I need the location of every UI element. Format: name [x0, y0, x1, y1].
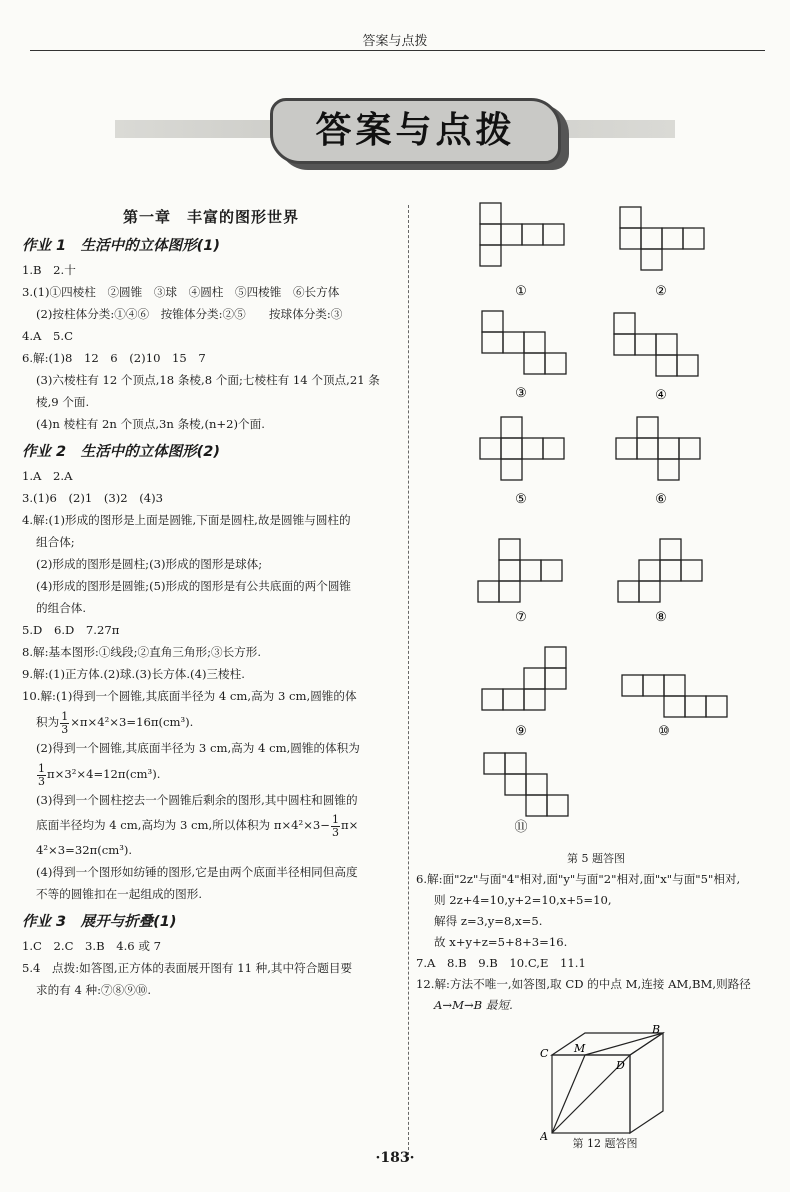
cube-net-8	[618, 539, 702, 625]
answer-line: 7.A 8.B 9.B 10.C,E 11.1	[416, 956, 586, 970]
answer-line: (2)得到一个圆锥,其底面半径为 3 cm,高为 4 cm,圆锥的体积为	[36, 741, 360, 755]
net-square	[484, 753, 505, 774]
net-square	[637, 417, 658, 438]
answer-line: 不等的圆锥扣在一起组成的图形.	[36, 887, 202, 901]
answer-line	[22, 811, 400, 839]
net-square	[480, 203, 501, 224]
net-square	[622, 675, 643, 696]
text-fragment: π×3²×4=12π(cm³).	[47, 767, 161, 781]
page-number: ·183·	[375, 1150, 415, 1166]
net-square	[637, 438, 658, 459]
fraction-numerator: 1	[332, 812, 339, 826]
net-square	[499, 539, 520, 560]
cube-net-1	[480, 203, 564, 299]
net-square	[683, 228, 704, 249]
net-square	[480, 224, 501, 245]
net-square	[620, 228, 641, 249]
net-square	[545, 647, 566, 668]
text-fragment: ×π×4²×3=16π(cm³).	[70, 715, 194, 729]
answer-line: 8.解:基本图形:①线段;②直角三角形;③长方形.	[22, 645, 262, 659]
net-square	[618, 581, 639, 602]
net-square	[656, 355, 677, 376]
cube-nets-figure	[416, 195, 776, 855]
left-column	[22, 205, 400, 1001]
answer-line: A→M→B 最短.	[434, 998, 513, 1012]
answer-line: (3)六棱柱有 12 个顶点,18 条棱,8 个面;七棱柱有 14 个顶点,21 条	[36, 373, 380, 387]
fraction-numerator: 1	[38, 761, 45, 775]
answer-line: 1.C 2.C 3.B 4.6 或 7	[22, 939, 162, 953]
cube-net-5	[480, 417, 564, 507]
net-label: ⑧	[655, 610, 667, 625]
net-square	[503, 689, 524, 710]
answer-line	[22, 707, 400, 737]
cube-svg	[540, 1025, 670, 1145]
net-square	[664, 675, 685, 696]
cube-label-c: C	[540, 1047, 549, 1060]
net-square	[656, 334, 677, 355]
answer-line: 组合体;	[36, 535, 75, 549]
fraction-numerator: 1	[61, 709, 69, 723]
column-divider	[408, 205, 409, 1160]
net-square	[664, 696, 685, 717]
net-square	[545, 668, 566, 689]
net-label: ②	[655, 284, 667, 299]
net-square	[543, 224, 564, 245]
net-square	[524, 332, 545, 353]
cube-net-9	[482, 647, 566, 739]
net-square	[639, 581, 660, 602]
fraction	[60, 711, 69, 736]
fraction-denominator: 3	[61, 722, 69, 736]
cube-net-4	[614, 313, 698, 403]
net-square	[501, 224, 522, 245]
net-square	[543, 438, 564, 459]
answer-line: (2)按柱体分类:①④⑥ 按锥体分类:②⑤ 按球体分类:③	[36, 307, 343, 321]
cube-diagram	[540, 1025, 670, 1150]
net-square	[643, 675, 664, 696]
net-square	[616, 438, 637, 459]
fig5-caption: 第 5 题答图	[567, 852, 625, 865]
banner-title: 答案与点拨	[315, 110, 516, 151]
net-square	[681, 560, 702, 581]
answer-line: (3)得到一个圆柱挖去一个圆锥后剩余的图形,其中圆柱和圆锥的	[36, 793, 358, 807]
net-label: ⑪	[514, 820, 528, 835]
net-label: ④	[655, 388, 667, 403]
text-fragment: π×	[341, 818, 359, 832]
answer-line: 4.解:(1)形成的图形是上面是圆锥,下面是圆柱,故是圆锥与圆柱的	[22, 513, 351, 527]
net-square	[614, 313, 635, 334]
net-square	[677, 355, 698, 376]
cube-net-2	[620, 207, 704, 299]
net-square	[505, 753, 526, 774]
net-label: ①	[515, 284, 527, 299]
net-square	[480, 245, 501, 266]
net-square	[614, 334, 635, 355]
net-square	[501, 438, 522, 459]
net-square	[541, 560, 562, 581]
net-square	[641, 228, 662, 249]
answer-line: (4)n 棱柱有 2n 个顶点,3n 条棱,(n+2)个面.	[36, 417, 265, 431]
net-square	[658, 438, 679, 459]
answer-line: 6.解:面"2z"与面"4"相对,面"y"与面"2"相对,面"x"与面"5"相对,	[416, 872, 741, 886]
net-square	[658, 459, 679, 480]
net-square	[520, 560, 541, 581]
answer-line: 12.解:方法不唯一,如答图,取 CD 的中点 M,连接 AM,BM,则路径	[416, 977, 751, 991]
net-square	[635, 334, 656, 355]
net-square	[499, 581, 520, 602]
net-square	[526, 774, 547, 795]
answer-line: 5.4 点拨:如答图,正方体的表面展开图有 11 种,其中符合题目要	[22, 961, 353, 975]
answer-line: 10.解:(1)得到一个圆锥,其底面半径为 4 cm,高为 3 cm,圆锥的体	[22, 689, 357, 703]
answer-line: (4)形成的图形是圆锥;(5)形成的图形是有公共底面的两个圆锥	[36, 579, 352, 593]
fraction-denominator: 3	[38, 774, 45, 788]
net-square	[501, 459, 522, 480]
cube-label-d: D	[616, 1059, 625, 1072]
cube-net-6	[616, 417, 700, 507]
cube-net-3	[482, 311, 566, 401]
net-label: ⑦	[515, 610, 527, 625]
fraction	[331, 814, 340, 839]
net-square	[524, 353, 545, 374]
cube-net-7	[478, 539, 562, 625]
chapter-title: 第一章 丰富的图形世界	[122, 208, 299, 226]
net-square	[547, 795, 568, 816]
net-square	[662, 228, 683, 249]
net-label: ③	[515, 386, 527, 401]
answer-line: 9.解:(1)正方体.(2)球.(3)长方体.(4)三棱柱.	[22, 667, 245, 681]
net-square	[478, 581, 499, 602]
net-square	[482, 689, 503, 710]
answer-line: 则 2z+4=10,y+2=10,x+5=10,	[434, 893, 612, 907]
answer-line: 6.解:(1)8 12 6 (2)10 15 7	[22, 351, 206, 365]
net-square	[482, 332, 503, 353]
net-square	[503, 332, 524, 353]
answer-line: (2)形成的图形是圆柱;(3)形成的图形是球体;	[36, 557, 263, 571]
answer-line: 4.A 5.C	[22, 329, 73, 343]
hw3-title: 作业 3 展开与折叠(1)	[22, 914, 177, 930]
title-banner	[115, 92, 675, 164]
fig12-caption: 第 12 题答图	[572, 1137, 638, 1150]
net-label: ⑨	[515, 724, 527, 739]
answer-line: 5.D 6.D 7.27π	[22, 623, 120, 637]
hw1-title: 作业 1 生活中的立体图形(1)	[22, 238, 220, 254]
answer-line: 4²×3=32π(cm³).	[36, 843, 133, 857]
cube-label-m: M	[574, 1042, 586, 1055]
fraction	[37, 763, 46, 788]
hw2-title: 作业 2 生活中的立体图形(2)	[22, 444, 220, 460]
answer-line: 求的有 4 种:⑦⑧⑨⑩.	[36, 983, 152, 997]
net-square	[524, 689, 545, 710]
answer-line: 解得 z=3,y=8,x=5.	[434, 914, 543, 928]
fraction-denominator: 3	[332, 825, 339, 839]
net-square	[639, 560, 660, 581]
net-square	[524, 668, 545, 689]
cube-label-a: A	[540, 1130, 548, 1143]
net-square	[505, 774, 526, 795]
net-square	[522, 224, 543, 245]
net-square	[679, 438, 700, 459]
answer-line: 3.(1)①四棱柱 ②圆锥 ③球 ④圆柱 ⑤四棱锥 ⑥长方体	[22, 285, 340, 299]
answer-line: 的组合体.	[36, 601, 87, 615]
net-square	[660, 560, 681, 581]
header-rule	[30, 50, 765, 51]
answer-line: 1.A 2.A	[22, 469, 73, 483]
net-square	[685, 696, 706, 717]
net-label: ⑤	[515, 492, 527, 507]
net-square	[660, 539, 681, 560]
answer-line: 故 x+y+z=5+8+3=16.	[434, 935, 568, 949]
net-square	[641, 249, 662, 270]
net-square	[620, 207, 641, 228]
right-text	[416, 848, 776, 1016]
cube-net-10	[622, 675, 727, 739]
answer-line: 棱,9 个面.	[36, 395, 90, 409]
net-label: ⑥	[655, 492, 667, 507]
net-square	[482, 311, 503, 332]
net-square	[706, 696, 727, 717]
net-square	[501, 417, 522, 438]
cube-nets-svg	[416, 195, 776, 855]
banner-plate	[270, 98, 561, 164]
text-fragment: 底面半径均为 4 cm,高均为 3 cm,所以体积为 π×4²×3−	[36, 818, 330, 832]
answer-line	[22, 759, 400, 789]
running-head: 答案与点拨	[362, 34, 428, 49]
cube-label-b: B	[652, 1025, 661, 1036]
net-square	[545, 353, 566, 374]
net-label: ⑩	[658, 724, 670, 739]
answer-line: 1.B 2.十	[22, 263, 76, 277]
answer-line: 3.(1)6 (2)1 (3)2 (4)3	[22, 491, 164, 505]
net-square	[499, 560, 520, 581]
net-square	[480, 438, 501, 459]
net-square	[522, 438, 543, 459]
net-square	[526, 795, 547, 816]
answer-line: (4)得到一个图形如纺锤的图形,它是由两个底面半径相同但高度	[36, 865, 358, 879]
cube-net-11	[484, 753, 568, 835]
text-fragment: 积为	[36, 715, 60, 729]
